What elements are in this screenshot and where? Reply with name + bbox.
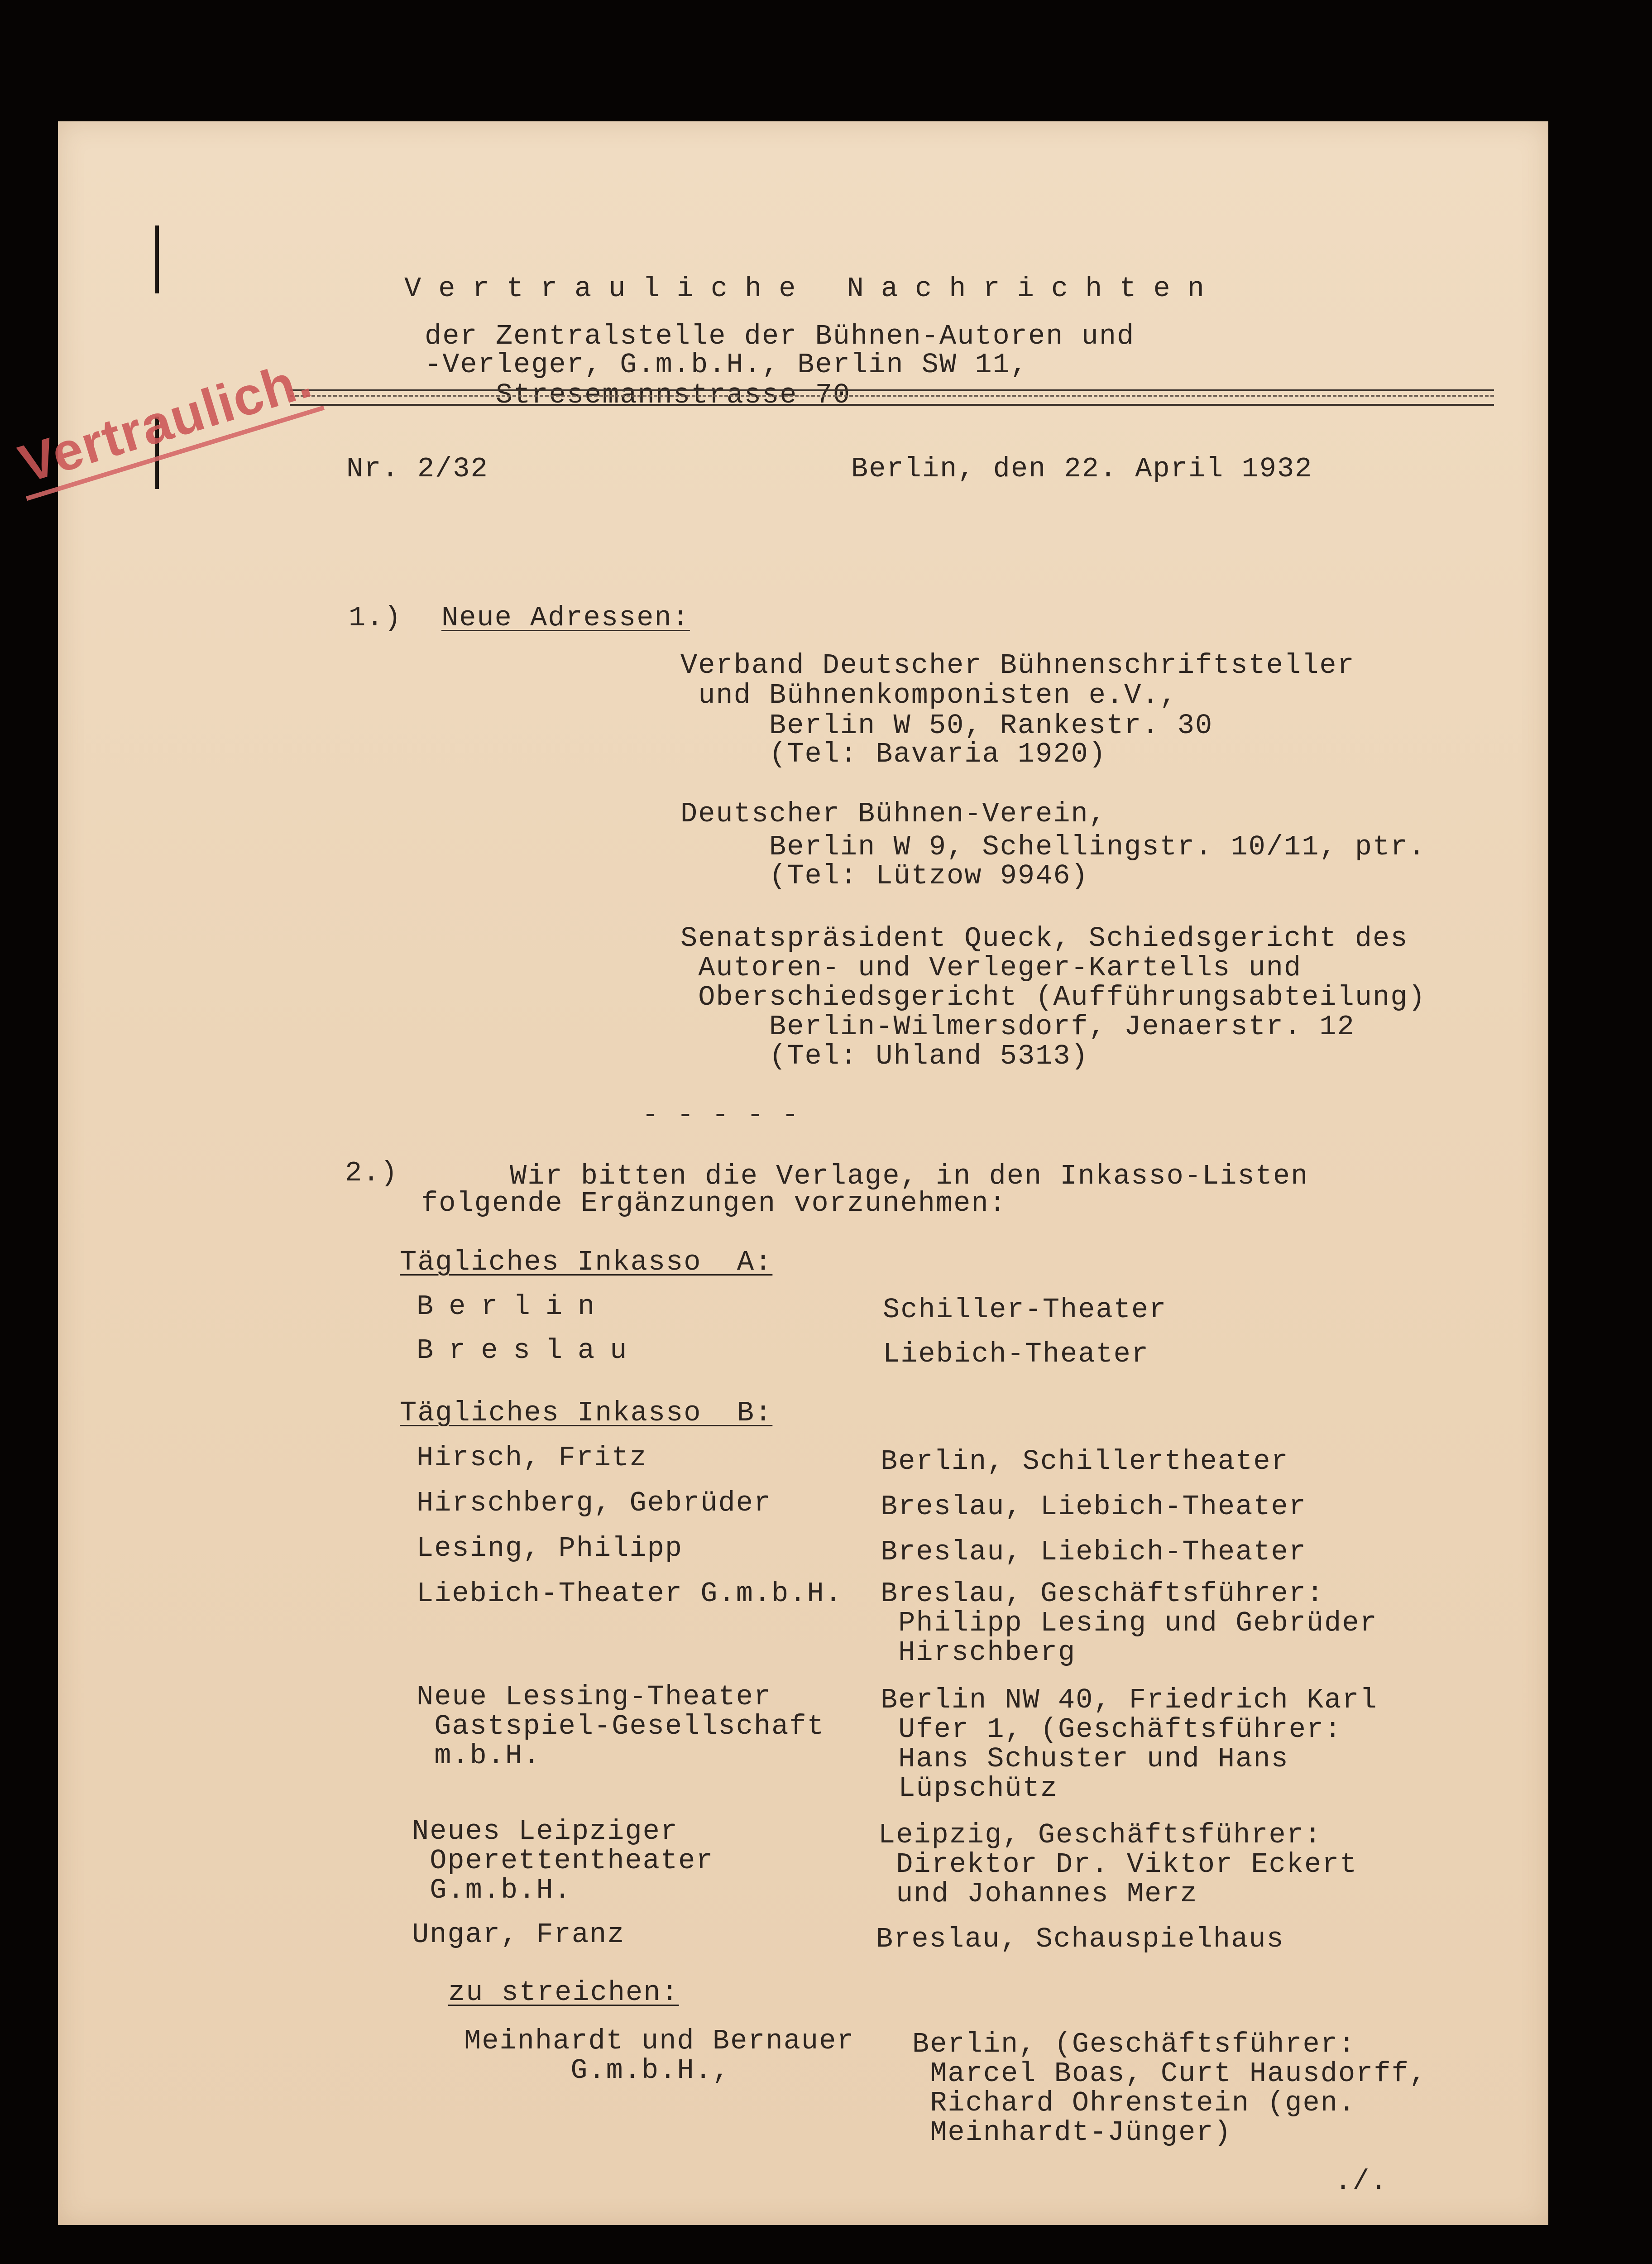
inkasso-b-name: Ungar, Franz — [412, 1919, 625, 1951]
inkasso-b-name: Hirschberg, Gebrüder — [417, 1487, 772, 1519]
document-title: Vertrauliche Nachrichten — [404, 273, 1221, 305]
address-line: Senatspräsident Queck, Schiedsgericht des — [680, 922, 1408, 955]
inkasso-b-location: Direktor Dr. Viktor Eckert — [878, 1848, 1358, 1880]
issuer-line-3: Stresemannstrasse 70 — [496, 379, 851, 411]
inkasso-b-name: m.b.H. — [417, 1740, 541, 1772]
inkasso-b-location: Ufer 1, (Geschäftsführer: — [881, 1713, 1342, 1746]
continued-mark: ./. — [1335, 2165, 1388, 2197]
inkasso-b-name: Neue Lessing-Theater — [417, 1681, 772, 1713]
inkasso-b-name: Gastspiel-Gesellschaft — [417, 1710, 825, 1742]
address-line: Berlin W 9, Schellingstr. 10/11, ptr. — [680, 831, 1426, 863]
address-line: Verband Deutscher Bühnenschriftsteller — [680, 649, 1355, 681]
section-separator: ----- — [642, 1099, 817, 1131]
section-2-intro-line-2: folgende Ergänzungen vorzunehmen: — [421, 1187, 1007, 1219]
strike-details: Berlin, (Geschäftsführer: — [912, 2028, 1356, 2060]
address-line: Autoren- und Verleger-Kartells und — [680, 952, 1302, 984]
inkasso-b-location: Lüpschütz — [881, 1772, 1058, 1804]
inkasso-b-location: Berlin NW 40, Friedrich Karl — [881, 1684, 1378, 1716]
strike-details: Meinhardt-Jünger) — [912, 2116, 1232, 2149]
inkasso-b-location: Philipp Lesing und Gebrüder — [881, 1607, 1378, 1639]
inkasso-b-location: Berlin, Schillertheater — [881, 1445, 1289, 1477]
address-line: Oberschiedsgericht (Aufführungsabteilung) — [680, 981, 1426, 1013]
inkasso-b-location: Leipzig, Geschäftsführer: — [878, 1819, 1322, 1851]
inkasso-b-name: Hirsch, Fritz — [417, 1442, 647, 1474]
address-line: (Tel: Lützow 9946) — [680, 860, 1089, 892]
inkasso-b-location: und Johannes Merz — [878, 1878, 1198, 1910]
address-line: und Bühnenkomponisten e.V., — [680, 679, 1178, 711]
inkasso-b-location: Breslau, Schauspielhaus — [876, 1923, 1284, 1955]
issue-date: Berlin, den 22. April 1932 — [851, 453, 1313, 485]
inkasso-b-location: Hans Schuster und Hans — [881, 1743, 1289, 1775]
inkasso-b-location: Breslau, Geschäftsführer: — [881, 1578, 1325, 1610]
inkasso-a-city: Breslau — [417, 1334, 642, 1367]
section-1-heading: Neue Adressen: — [441, 602, 690, 634]
inkasso-b-name: Liebich-Theater G.m.b.H. — [417, 1578, 843, 1610]
double-rule-divider — [290, 389, 1494, 406]
issuer-line-1: der Zentralstelle der Bühnen-Autoren und — [425, 320, 1135, 352]
address-line: (Tel: Bavaria 1920) — [680, 738, 1106, 770]
daily-inkasso-b-heading: Tägliches Inkasso B: — [400, 1397, 773, 1429]
address-line: Deutscher Bühnen-Verein, — [680, 798, 1106, 830]
strike-name: G.m.b.H., — [464, 2054, 731, 2087]
address-line: (Tel: Uhland 5313) — [680, 1040, 1089, 1072]
inkasso-b-location: Breslau, Liebich-Theater — [881, 1536, 1307, 1568]
strike-name: Meinhardt und Bernauer — [464, 2025, 855, 2057]
inkasso-b-location: Hirschberg — [881, 1636, 1076, 1669]
inkasso-b-name: Lesing, Philipp — [417, 1532, 683, 1564]
inkasso-a-city: Berlin — [417, 1290, 610, 1323]
staple-mark-top — [155, 225, 159, 293]
strike-details: Marcel Boas, Curt Hausdorff, — [912, 2058, 1427, 2090]
inkasso-a-theater: Schiller-Theater — [883, 1294, 1167, 1326]
strike-details: Richard Ohrenstein (gen. — [912, 2087, 1356, 2119]
issue-number: Nr. 2/32 — [346, 453, 488, 485]
confidential-stamp: Vertraulich. — [8, 347, 324, 501]
daily-inkasso-a-heading: Tägliches Inkasso A: — [400, 1246, 773, 1278]
inkasso-b-name: G.m.b.H. — [412, 1874, 572, 1906]
section-1-number: 1.) — [349, 602, 402, 634]
address-line: Berlin-Wilmersdorf, Jenaerstr. 12 — [680, 1011, 1355, 1043]
inkasso-b-location: Breslau, Liebich-Theater — [881, 1491, 1307, 1523]
address-line: Berlin W 50, Rankestr. 30 — [680, 710, 1213, 742]
inkasso-b-name: Operettentheater — [412, 1845, 714, 1877]
issuer-line-2: -Verleger, G.m.b.H., Berlin SW 11, — [425, 349, 1029, 381]
inkasso-b-name: Neues Leipziger — [412, 1815, 679, 1847]
section-2-number: 2.) — [345, 1157, 398, 1189]
strike-heading: zu streichen: — [448, 1976, 679, 2009]
inkasso-a-theater: Liebich-Theater — [883, 1338, 1149, 1370]
section-2-intro-line-1: Wir bitten die Verlage, in den Inkasso-Listen — [421, 1160, 1309, 1192]
